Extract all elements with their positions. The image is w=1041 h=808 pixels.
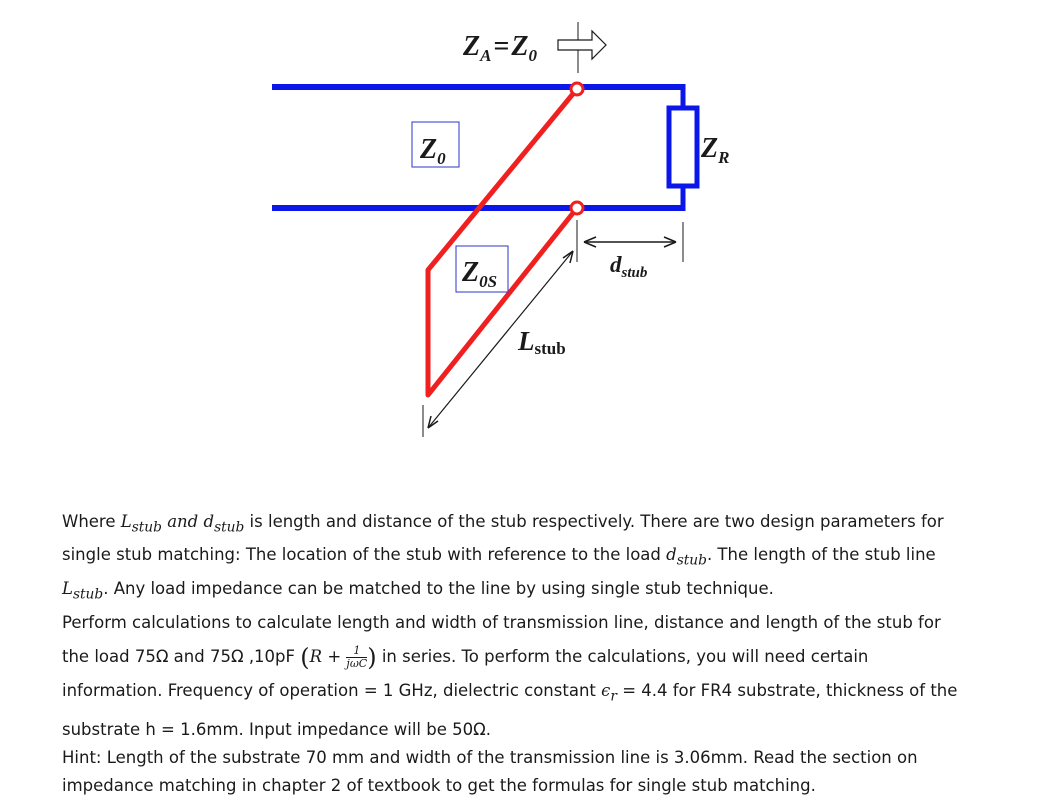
paragraph-stub-definition: Where $L_{stub}$ and $d_{stub}$ is length and distance of the stub respectively. There are two design parameters for single stub matching: The location of the stub with reference to the load $d_{stub}$. The length of the stub line $L_{stub}$. Any load impedance can be matched to the line by using single stub technique.: [62, 512, 944, 602]
input-arrow-icon: [558, 31, 606, 59]
paragraph-hint: Hint: Length of the substrate 70 mm and width of the transmission line is 3.06mm. Read the section on impedance matching in chapter 2 of textbook to get the formulas for single stub matching.: [62, 748, 918, 795]
lstub-label: Lstub: [518, 326, 566, 358]
zr-label: $Z_R$: [701, 133, 730, 167]
z0-label: $Z_0$: [420, 134, 446, 168]
dstub-label: $d_{stub}$: [610, 252, 648, 281]
za-equals-z0-label: $Z_A=Z_0$: [463, 31, 538, 65]
fraction-1-over-jwc: $\frac{1}{\text{jωC}}$: [346, 644, 368, 670]
z0s-label: $Z_{0S}$: [462, 257, 498, 291]
paragraph-task: Perform calculations to calculate length and width of transmission line, distance and length of the stub for the load 75Ω and 75Ω ,10pF (R + $\frac{1}{\text{jωC}}$ ) in series. To perform the calculations, you will need certain information. Frequency of operation = 1 GHz, dielectric constant $\epsilon_r = 4.4$ for FR4 substrate, thickness of the substrate h = 1.6mm. Input impedance will be 50Ω.: [62, 613, 958, 740]
stub-bottom-node: [571, 202, 583, 214]
stub-top-node: [571, 83, 583, 95]
load-resistor: [669, 108, 697, 186]
